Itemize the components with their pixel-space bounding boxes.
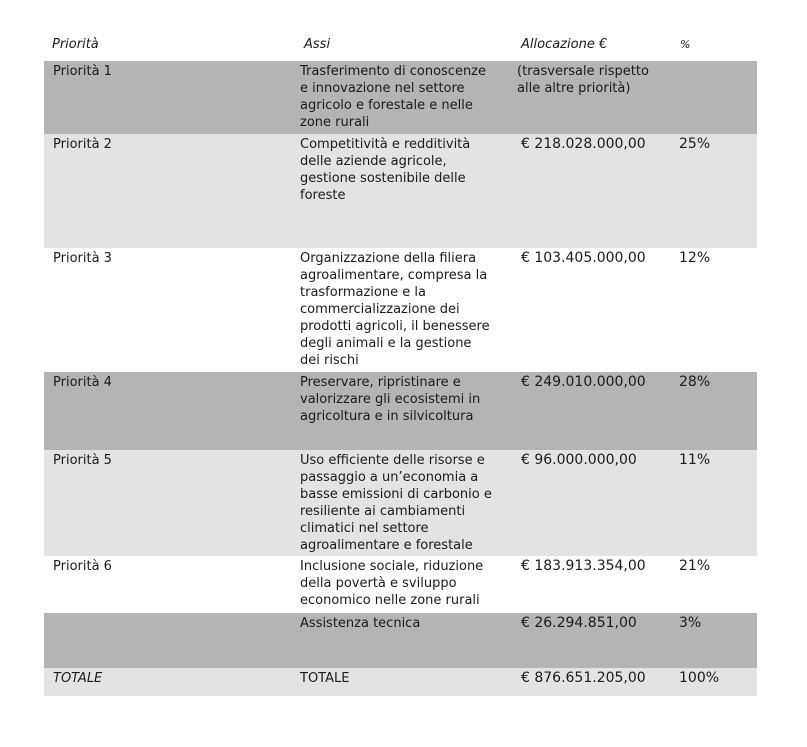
header-allocazione: Allocazione € — [521, 37, 608, 52]
row-priority: Priorità 6 — [53, 559, 112, 574]
row-priority: Priorità 3 — [53, 251, 112, 266]
row-allocation: € 249.010.000,00 — [521, 374, 646, 390]
row-priority: Priorità 5 — [53, 453, 112, 468]
table-row — [44, 134, 757, 248]
row-allocation: € 218.028.000,00 — [521, 136, 646, 152]
header-assi: Assi — [304, 37, 331, 52]
table-row — [44, 248, 757, 372]
row-priority: Priorità 4 — [53, 375, 112, 390]
table-row — [44, 556, 757, 613]
row-allocation: € 96.000.000,00 — [521, 452, 637, 468]
row-allocation: € 183.913.354,00 — [521, 558, 646, 574]
row-percent: 25% — [679, 136, 711, 152]
row-priority: Priorità 2 — [53, 137, 112, 152]
row-asse: Assistenza tecnica — [300, 616, 421, 631]
header-percent: % — [680, 38, 691, 51]
row-allocation: (trasversale rispetto alle altre priorità) — [517, 64, 649, 96]
row-priority: TOTALE — [53, 671, 103, 686]
table-row — [44, 613, 757, 668]
row-asse: Preservare, ripristinare e valorizzare gli ecosistemi in agricoltura e in silvicoltura — [300, 375, 481, 424]
row-asse: TOTALE — [300, 671, 350, 686]
row-allocation: € 876.651.205,00 — [521, 670, 646, 686]
row-asse: Inclusione sociale, riduzione della povertà e sviluppo economico nelle zone rurali — [300, 559, 484, 608]
row-percent: 12% — [679, 250, 711, 266]
row-percent: 28% — [679, 374, 711, 390]
row-asse: Uso efficiente delle risorse e passaggio a un’economia a basse emissioni di carbonio e resiliente ai cambiamenti climatici nel settore agroalimentare e forestale — [300, 453, 492, 553]
row-percent: 11% — [679, 452, 711, 468]
row-asse: Trasferimento di conoscenze e innovazione nel settore agricolo e forestale e nelle zone rurali — [300, 64, 486, 130]
table-row — [44, 372, 757, 450]
row-percent: 100% — [679, 670, 720, 686]
row-percent: 21% — [679, 558, 711, 574]
row-allocation: € 26.294.851,00 — [521, 615, 637, 631]
row-percent: 3% — [679, 615, 702, 631]
row-asse: Competitività e redditività delle aziende agricole, gestione sostenibile delle foreste — [300, 137, 471, 203]
table-row — [44, 450, 757, 556]
header-priorita: Priorità — [52, 37, 99, 52]
table-header — [0, 36, 807, 56]
row-priority: Priorità 1 — [53, 64, 112, 79]
row-asse: Organizzazione della filiera agroalimentare, compresa la trasformazione e la commercializzazione dei prodotti agricoli, il benessere degli animali e la gestione dei rischi — [300, 251, 490, 368]
table-row — [44, 61, 757, 134]
table-row-total — [44, 668, 757, 696]
row-allocation: € 103.405.000,00 — [521, 250, 646, 266]
